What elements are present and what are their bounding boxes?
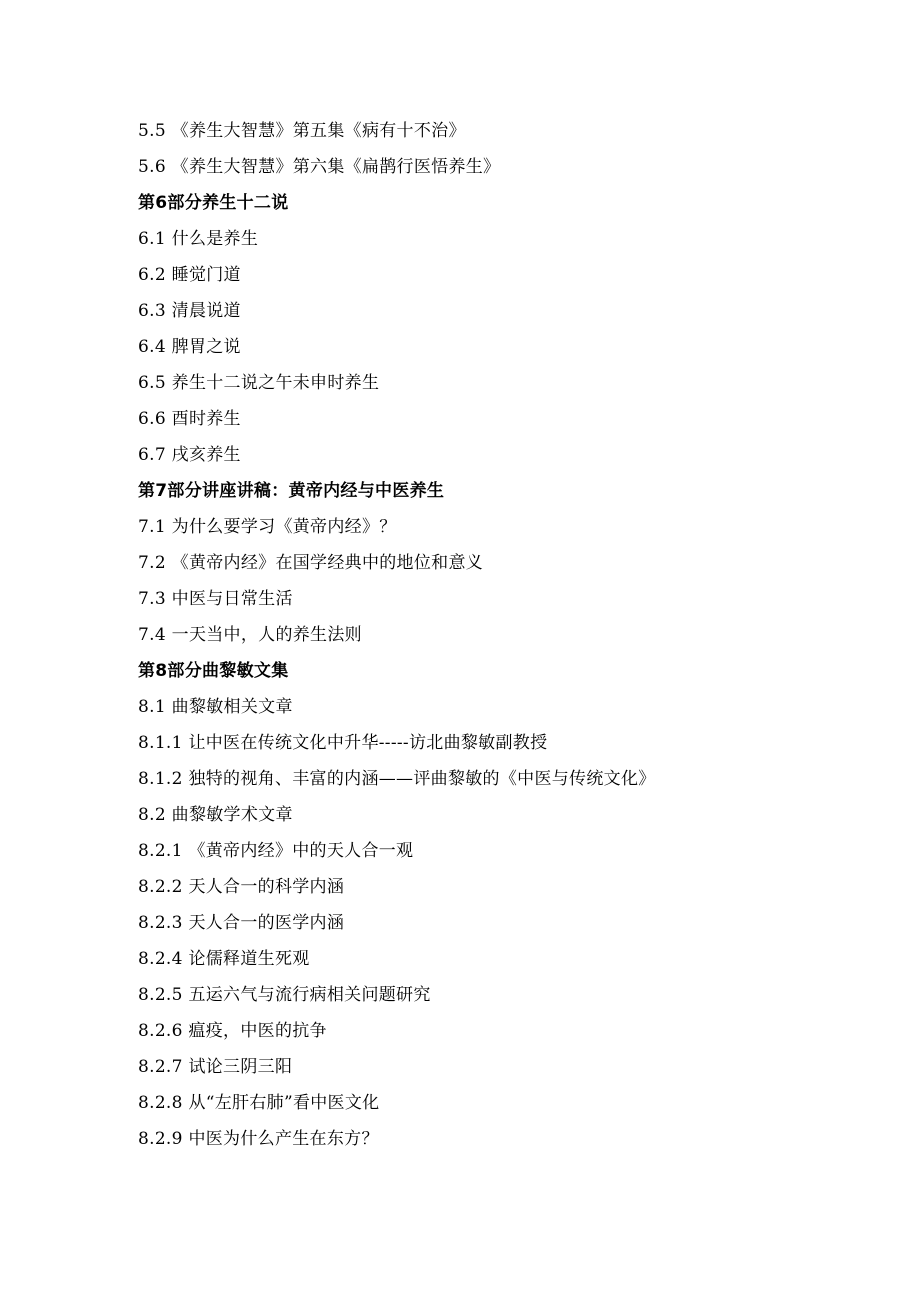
toc-entry: 6.5 养生十二说之午未申时养生: [138, 373, 380, 393]
toc-entry: 8.2.1 《黄帝内经》中的天人合一观: [138, 841, 414, 861]
toc-entry: 7.3 中医与日常生活: [138, 589, 293, 609]
toc-entry: 8.2 曲黎敏学术文章: [138, 805, 293, 825]
toc-entry: 8.1 曲黎敏相关文章: [138, 697, 293, 717]
toc-entry: 6.3 清晨说道: [138, 301, 241, 321]
toc-entry: 8.1.2 独特的视角、丰富的内涵——评曲黎敏的《中医与传统文化》: [138, 769, 656, 789]
toc-entry: 6.7 戌亥养生: [138, 445, 241, 465]
toc-entry: 5.6 《养生大智慧》第六集《扁鹊行医悟养生》: [138, 157, 501, 177]
toc-entry: 8.2.2 天人合一的科学内涵: [138, 877, 345, 897]
toc-entry: 6.6 酉时养生: [138, 409, 241, 429]
toc-entry: 8.1.1 让中医在传统文化中升华-----访北曲黎敏副教授: [138, 733, 548, 753]
table-of-contents: [138, 113, 878, 1157]
toc-section-heading: 第7部分讲座讲稿：黄帝内经与中医养生: [138, 481, 445, 501]
toc-section-heading: 第6部分养生十二说: [138, 193, 289, 213]
toc-entry: 8.2.8 从“左肝右肺”看中医文化: [138, 1093, 380, 1113]
toc-entry: 7.4 一天当中，人的养生法则: [138, 625, 362, 645]
toc-entry: 7.2 《黄帝内经》在国学经典中的地位和意义: [138, 553, 484, 573]
toc-entry: 8.2.3 天人合一的医学内涵: [138, 913, 345, 933]
toc-entry: 8.2.9 中医为什么产生在东方？: [138, 1129, 379, 1149]
toc-entry: 6.2 睡觉门道: [138, 265, 241, 285]
toc-entry: 8.2.6 瘟疫，中医的抗争: [138, 1021, 327, 1041]
toc-section-heading: 第8部分曲黎敏文集: [138, 661, 289, 681]
toc-entry: 8.2.5 五运六气与流行病相关问题研究: [138, 985, 431, 1005]
toc-entry: 6.4 脾胃之说: [138, 337, 241, 357]
toc-entry: 6.1 什么是养生: [138, 229, 259, 249]
toc-entry: 7.1 为什么要学习《黄帝内经》？: [138, 517, 397, 537]
toc-entry: 8.2.7 试论三阴三阳: [138, 1057, 293, 1077]
toc-entry: 8.2.4 论儒释道生死观: [138, 949, 310, 969]
toc-entry: 5.5 《养生大智慧》第五集《病有十不治》: [138, 121, 466, 141]
